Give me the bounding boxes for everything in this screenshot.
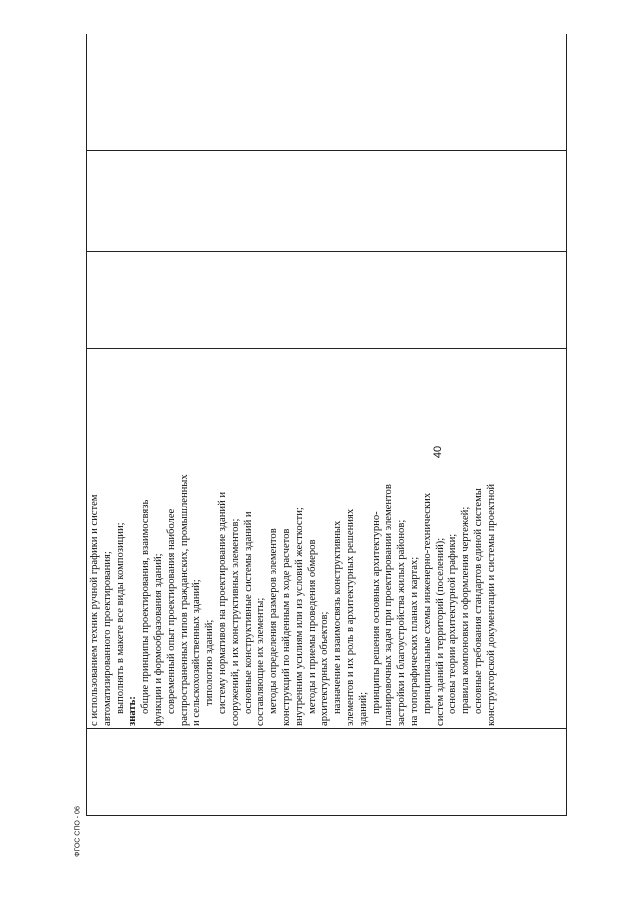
text-line: методы и приемы проведения обмеров: [306, 539, 318, 714]
table-cell-code: [87, 729, 567, 816]
text-line: автоматизированного проектирования;: [101, 551, 113, 726]
text-line: распространенных типов гражданских, промышленных: [178, 474, 190, 726]
text-line: выполнять в макете все виды композиции;: [114, 522, 126, 714]
table-cell-competencies: [87, 349, 567, 729]
content-table-wrapper: [86, 34, 567, 816]
text-line: конструкторской документации и системы проектной: [485, 483, 497, 726]
text-line: назначение и взаимосвязь конструктивных: [332, 520, 344, 714]
text-line: функции и формообразования зданий;: [152, 553, 164, 726]
page-number: 40: [432, 445, 444, 459]
text-line: основные требования стандартов единой системы: [472, 488, 484, 714]
text-line: с использованием техник ручной графики и систем: [89, 494, 100, 726]
rotated-table: [86, 34, 567, 816]
text-line: знать:: [127, 696, 139, 726]
table-cell-hours-required: [87, 151, 567, 252]
text-line: на топографических планах и картах;: [408, 556, 420, 726]
text-line: систему нормативов на проектирование зданий и: [216, 491, 228, 714]
text-line: архитектурных объектов;: [319, 611, 331, 726]
text-line: зданий;: [357, 691, 369, 726]
text-line: элементов и их роль в архитектурных решениях: [344, 508, 356, 726]
text-line: основные конструктивные системы зданий и: [242, 511, 254, 714]
text-line: принципы решения основных архитектурно-: [370, 511, 382, 714]
text-line: правила компоновки и оформления чертежей;: [460, 506, 472, 714]
text-line: основы теории архитектурной графики;: [447, 533, 459, 714]
text-line: современный опыт проектирования наиболее: [165, 508, 177, 714]
table-row: [87, 34, 567, 816]
text-line: сооружений, и их конструктивных элементов;: [229, 518, 241, 726]
competencies-text: [87, 349, 566, 728]
text-line: систем зданий и территорий (поселений);: [434, 537, 446, 726]
text-line: планировочных задач при проектировании элементов: [383, 484, 395, 726]
text-line: методы определения размеров элементов: [268, 528, 280, 714]
table-cell-disciplines: [87, 34, 567, 151]
content-table: [86, 34, 567, 816]
text-line: внутренним усилиям или из условий жесткости;: [293, 507, 305, 726]
text-line: застройки и благоустройства жилых районов;: [396, 519, 408, 726]
text-line: общие принципы проектирования, взаимосвязь: [140, 499, 152, 714]
footer-code: ФГОС СПО - 06: [74, 806, 82, 857]
text-line: составляющие их элементы;: [255, 597, 267, 726]
table-cell-hours-max: [87, 252, 567, 349]
text-line: и сельскохозяйственных зданий;: [191, 579, 203, 726]
text-line: типологию зданий;: [204, 619, 216, 706]
text-line: конструкций по найденным в ходе расчетов: [280, 528, 292, 726]
text-line: принципиальные схемы инженерно-технических: [421, 492, 433, 714]
